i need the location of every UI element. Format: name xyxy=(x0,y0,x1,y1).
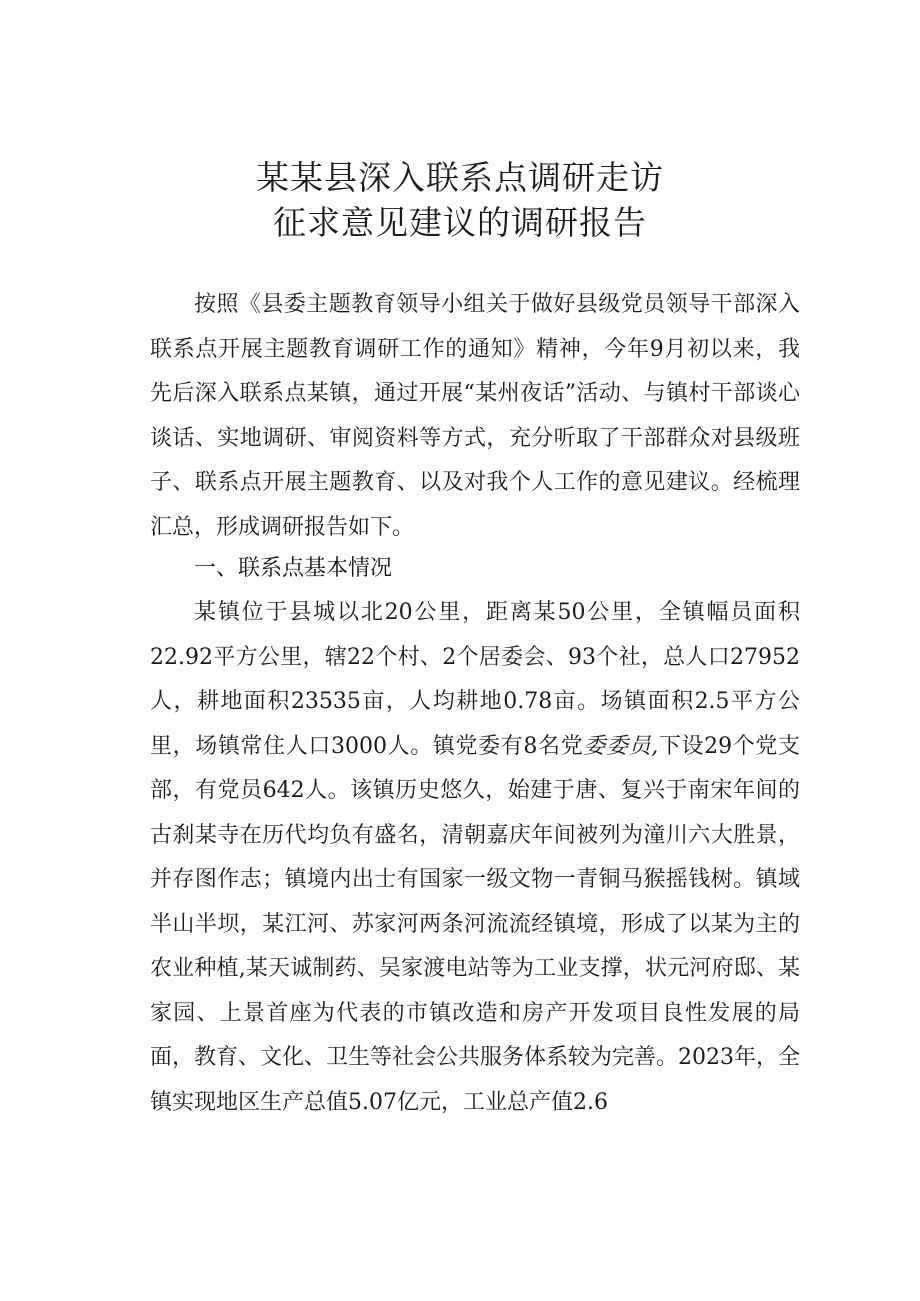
paragraph-text-part-1: 某镇位于县城以北20公里，距离某50公里，全镇幅员面积22.92平方公里，辖22个村、2个居委会、93个社，总人口27952人，耕地面积23535亩，人均耕地0.78亩。场镇面积2.5平方公里，场镇常住人口3000人。镇党委有8名党 xyxy=(150,600,800,759)
paragraph-text-italic: 委委员, xyxy=(583,733,659,759)
document-title-line-2: 征求意见建议的调研报告 xyxy=(273,203,647,242)
basic-situation-paragraph xyxy=(150,591,800,1125)
document-title-line-1: 某某县深入联系点调研走访 xyxy=(256,158,664,197)
paragraph-text-part-2: 下设29个党支部，有党员642人。该镇历史悠久，始建于唐、复兴于南宋年间的古刹某寺在历代均负有盛名，清朝嘉庆年间被列为潼川六大胜景，并存图作志；镇境内出士有国家一级文物一青铜马猴摇钱树。镇域半山半坝，某江河、苏家河两条河流流经镇境，形成了以某为主的农业种植,某天诚制药、吴家渡电站等为工业支撑，状元河府邸、某家园、上景首座为代表的市镇改造和房产开发项目良性发展的局面，教育、文化、卫生等社会公共服务体系较为完善。2023年，全镇实现地区生产总值5.07亿元，工业总产值2.6 xyxy=(150,733,800,1115)
section-heading-basic-situation: 一、联系点基本情况 xyxy=(194,556,393,581)
intro-paragraph: 按照《县委主题教育领导小组关于做好县级党员领导干部深入联系点开展主题教育调研工作的通知》精神，今年9月初以来，我先后深入联系点某镇，通过开展“某州夜话”活动、与镇村干部谈心谈话、实地调研、审阅资料等方式，充分听取了干部群众对县级班子、联系点开展主题教育、以及对我个人工作的意见建议。经梳理汇总，形成调研报告如下。 xyxy=(150,292,800,540)
